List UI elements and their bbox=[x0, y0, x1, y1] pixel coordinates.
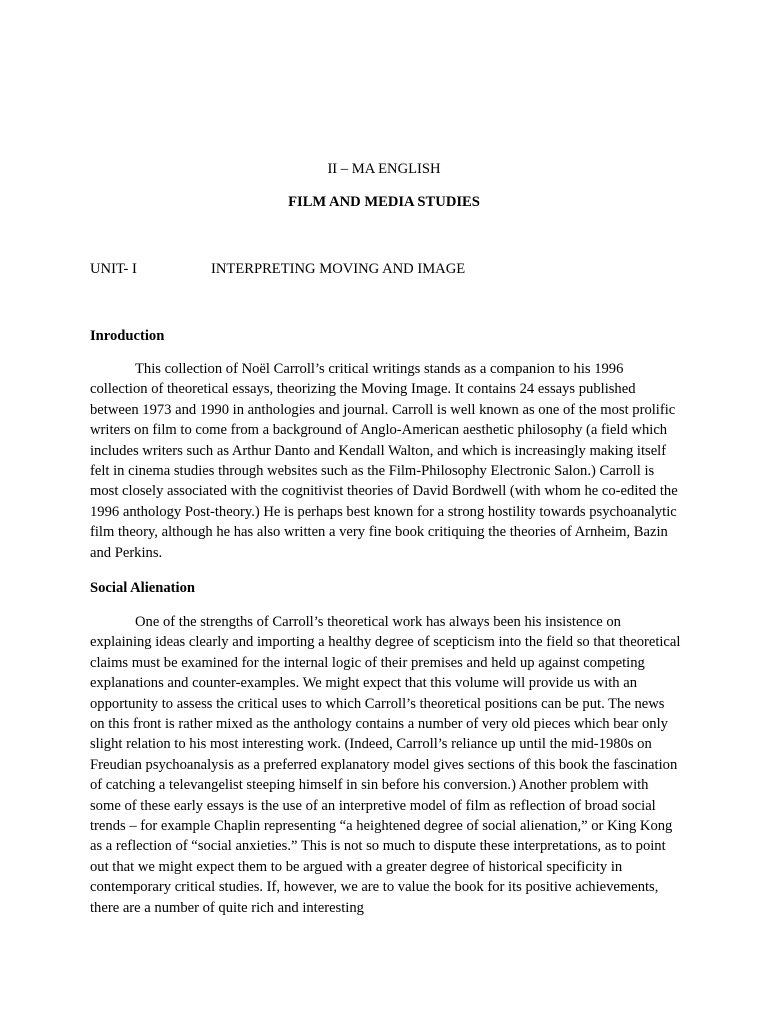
unit-title: INTERPRETING MOVING AND IMAGE bbox=[211, 261, 466, 277]
subject-title: FILM AND MEDIA STUDIES bbox=[288, 194, 480, 210]
unit-label: UNIT- I bbox=[90, 261, 137, 277]
section-paragraph-social-alienation: One of the strengths of Carroll’s theoretical work has always been his insistence on explaining ideas clearly and importing a healthy degree of scepticism into the field so that theoretical claims must be examined for the internal logic of their premises and held up against competing explanations and counter-examples. We might expect that this volume will provide us with an opportunity to assess the critical uses to which Carroll’s theoretical positions can be put. The news on this front is rather mixed as the anthology contains a number of very old pieces which bear only slight relation to his most interesting work. (Indeed, Carroll’s reliance up until the mid-1980s on Freudian psychoanalysis as a preferred explanatory model gives sections of this book the fascination of catching a televangelist steeping himself in sin before his conversion.) Another problem with some of these early essays is the use of an interpretive model of film as reflection of broad social trends – for example Chaplin representing “a heightened degree of social alienation,” or King Kong as a reflection of “social anxieties.” This is not so much to dispute these interpretations, as to point out that we might expect them to be argued with a greater degree of historical specificity in contemporary critical studies. If, however, we are to value the book for its positive achievements, there are a number of quite rich and interesting bbox=[90, 614, 681, 916]
course-title: II – MA ENGLISH bbox=[327, 161, 441, 177]
section-heading-introduction: Inroduction bbox=[90, 328, 165, 344]
section-paragraph-introduction: This collection of Noël Carroll’s critical writings stands as a companion to his 1996 collection of theoretical essays, theorizing the Moving Image. It contains 24 essays published between 1973 and 1990 in anthologies and journal. Carroll is well known as one of the most prolific writers on film to come from a background of Anglo-American aesthetic philosophy (a field which includes writers such as Arthur Danto and Kendall Walton, and which is increasingly making itself felt in cinema studies through websites such as the Film-Philosophy Electronic Salon.) Carroll is most closely associated with the cognitivist theories of David Bordwell (with whom he co-edited the 1996 anthology Post-theory.) He is perhaps best known for a strong hostility towards psychoanalytic film theory, although he has also written a very fine book critiquing the theories of Arnheim, Bazin and Perkins. bbox=[90, 361, 678, 561]
section-heading-social-alienation: Social Alienation bbox=[90, 580, 196, 596]
